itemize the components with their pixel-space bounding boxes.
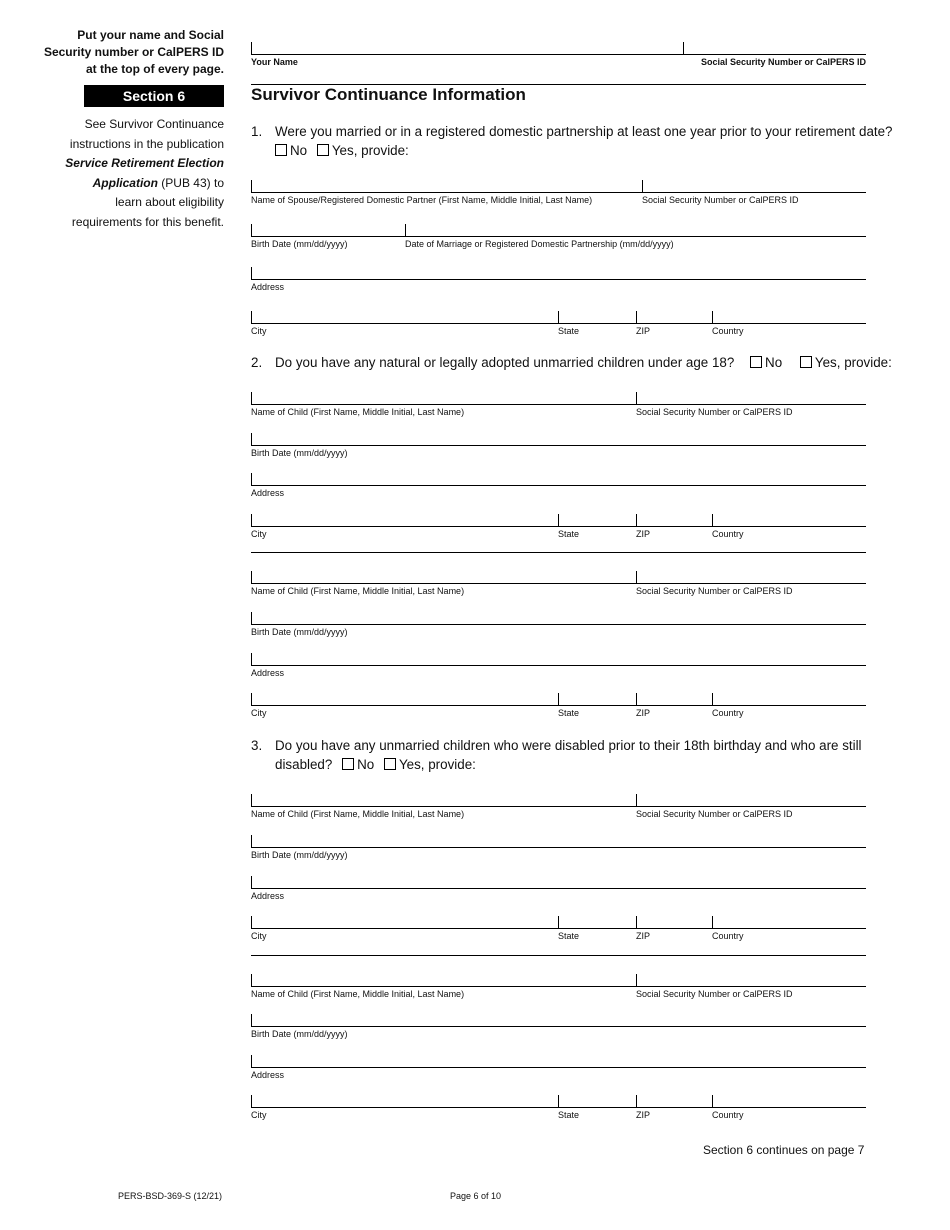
field-line [251,986,866,987]
birth-date-label: Birth Date (mm/dd/yyyy) [251,448,348,458]
spouse-address-field[interactable] [251,267,866,291]
spouse-city-state-zip-field[interactable] [251,311,866,335]
field-line [251,279,866,280]
section-continues-note: Section 6 continues on page 7 [703,1143,865,1157]
disabled-child-1-name-ssn-field[interactable] [251,794,866,818]
note-publication-ref: (PUB 43) to [157,175,224,190]
marriage-date-label: Date of Marriage or Registered Domestic Partnership (mm/dd/yyyy) [405,239,674,249]
field-tick [642,180,643,193]
field-tick [405,224,406,237]
field-tick [636,514,637,527]
child-1-address-field[interactable] [251,473,866,497]
field-tick [636,916,637,929]
field-tick [558,916,559,929]
state-label: State [558,708,580,718]
field-line [251,847,866,848]
note-line-3: Service Retirement Election [65,156,224,171]
question-1 [251,122,893,160]
field-line [251,1026,866,1027]
birth-date-label: Birth Date (mm/dd/yyyy) [251,1029,348,1039]
q3-yes-label: Yes, provide: [398,757,476,772]
field-tick [251,693,252,706]
field-tick [251,180,252,193]
country-label: Country [712,1110,744,1120]
field-tick [636,794,637,807]
field-line [251,485,866,486]
top-of-page-instruction [0,27,224,78]
child-block-separator [251,552,866,553]
q2-yes-label: Yes, provide: [814,355,892,370]
field-tick [712,311,713,324]
field-line [251,888,866,889]
spouse-birth-date-label: Birth Date (mm/dd/yyyy) [251,239,348,249]
child-ssn-label: Social Security Number or CalPERS ID [636,407,793,417]
q3-text-line-1: Do you have any unmarried children who were disabled prior to their 18th birthday and who are still [275,738,862,753]
child-ssn-label: Social Security Number or CalPERS ID [636,989,793,999]
your-name-label: Your Name [251,57,298,67]
q2-number: 2. [251,355,263,370]
form-id: PERS-BSD-369-S (12/21) [118,1191,223,1201]
country-label: Country [712,931,744,941]
field-tick [636,1095,637,1108]
question-2 [251,353,892,372]
q1-number: 1. [251,124,263,139]
zip-label: ZIP [636,708,651,718]
field-tick [558,311,559,324]
q3-number: 3. [251,738,263,753]
city-label: City [251,708,267,718]
field-tick [251,1055,252,1068]
q3-no-checkbox[interactable] [342,758,354,770]
field-tick [636,693,637,706]
field-line [251,236,866,237]
city-label: City [251,529,267,539]
eligibility-note [0,115,224,233]
header-name-row [251,40,866,70]
state-label: State [558,931,580,941]
field-tick [251,311,252,324]
field-tick [636,571,637,584]
zip-label: ZIP [636,1110,651,1120]
spouse-name-ssn-field[interactable] [251,180,866,204]
field-tick [251,974,252,987]
field-line [251,624,866,625]
field-tick [251,1095,252,1108]
q2-no-checkbox[interactable] [750,356,762,368]
disabled-child-2-name-ssn-field[interactable] [251,974,866,998]
child-1-name-ssn-field[interactable] [251,392,866,416]
field-tick [251,267,252,280]
field-tick [251,514,252,527]
q1-no-label: No [290,143,308,158]
address-label: Address [251,488,285,498]
field-tick [251,571,252,584]
section-badge: Section 6 [84,85,224,107]
birth-date-label: Birth Date (mm/dd/yyyy) [251,627,348,637]
state-label: State [558,529,580,539]
child-2-city-state-zip-field[interactable] [251,693,866,717]
q2-text: Do you have any natural or legally adopted unmarried children under age 18? [275,355,735,370]
child-name-label: Name of Child (First Name, Middle Initial, Last Name) [251,809,465,819]
q1-text: Were you married or in a registered domestic partnership at least one year prior to your retirement date? [275,124,893,139]
spouse-name-label: Name of Spouse/Registered Domestic Partner (First Name, Middle Initial, Last Name) [251,195,593,205]
child-2-address-field[interactable] [251,653,866,677]
q2-yes-checkbox[interactable] [800,356,812,368]
field-line [251,404,866,405]
child-2-birth-date-field[interactable] [251,612,866,636]
field-tick [251,1014,252,1027]
address-label: Address [251,668,285,678]
state-label: State [558,326,580,336]
child-name-label: Name of Child (First Name, Middle Initial, Last Name) [251,586,465,596]
child-ssn-label: Social Security Number or CalPERS ID [636,586,793,596]
disabled-child-2-address-field[interactable] [251,1055,866,1079]
q3-text-line-2: disabled? [275,757,333,772]
zip-label: ZIP [636,529,651,539]
field-line [251,806,866,807]
q1-yes-checkbox[interactable] [317,144,329,156]
city-label: City [251,1110,267,1120]
note-line-2: instructions in the publication [69,136,224,151]
child-1-city-state-zip-field[interactable] [251,514,866,538]
field-line [251,192,866,193]
address-label: Address [251,1070,285,1080]
spouse-ssn-label: Social Security Number or CalPERS ID [642,195,799,205]
zip-label: ZIP [636,931,651,941]
note-line-5: learn about eligibility [115,195,224,210]
state-label: State [558,1110,580,1120]
note-publication-name: Application [92,175,158,190]
child-block-separator [251,955,866,956]
field-tick [712,916,713,929]
country-label: Country [712,708,744,718]
city-label: City [251,326,267,336]
disabled-child-2-birth-date-field[interactable] [251,1014,866,1038]
address-label: Address [251,891,285,901]
field-tick [251,224,252,237]
zip-label: ZIP [636,326,651,336]
field-line [251,583,866,584]
disabled-child-1-city-state-zip-field[interactable] [251,916,866,940]
field-tick [251,835,252,848]
q1-yes-label: Yes, provide: [331,143,409,158]
field-tick [636,392,637,405]
note-line-6: requirements for this benefit. [71,214,224,229]
field-tick [251,473,252,486]
field-tick [558,693,559,706]
note-line-4 [0,174,224,194]
field-line [251,445,866,446]
child-2-name-ssn-field[interactable] [251,571,866,595]
field-tick [636,974,637,987]
field-line [251,665,866,666]
child-name-label: Name of Child (First Name, Middle Initial, Last Name) [251,407,465,417]
disabled-child-2-city-state-zip-field[interactable] [251,1095,866,1119]
field-tick [251,876,252,889]
instruction-line-3: at the top of every page. [85,62,224,76]
spouse-birth-marriage-field[interactable] [251,224,866,248]
field-tick [712,514,713,527]
field-tick [251,653,252,666]
city-label: City [251,931,267,941]
country-label: Country [712,529,744,539]
q1-no-checkbox[interactable] [275,144,287,156]
field-tick [636,311,637,324]
country-label: Country [712,326,744,336]
disabled-child-1-birth-date-field[interactable] [251,835,866,859]
q3-no-label: No [357,757,375,772]
birth-date-label: Birth Date (mm/dd/yyyy) [251,850,348,860]
instruction-line-1: Put your name and Social [77,28,224,42]
child-ssn-label: Social Security Number or CalPERS ID [636,809,793,819]
field-tick [558,1095,559,1108]
header-underline[interactable] [251,54,866,55]
field-tick [712,1095,713,1108]
address-label: Address [251,282,285,292]
page-number: Page 6 of 10 [450,1191,502,1201]
field-tick [251,794,252,807]
field-tick [251,392,252,405]
field-tick [712,693,713,706]
child-1-birth-date-field[interactable] [251,433,866,457]
q3-yes-checkbox[interactable] [384,758,396,770]
q2-no-label: No [765,355,783,370]
header-ssn-label: Social Security Number or CalPERS ID [700,57,866,67]
disabled-child-1-address-field[interactable] [251,876,866,900]
note-line-1: See Survivor Continuance [84,117,224,131]
field-line [251,1067,866,1068]
instruction-line-2: Security number or CalPERS ID [43,45,224,59]
field-tick [251,916,252,929]
field-tick [251,433,252,446]
field-tick [558,514,559,527]
field-tick [251,612,252,625]
child-name-label: Name of Child (First Name, Middle Initial, Last Name) [251,989,465,999]
question-3 [251,736,862,774]
page-title: Survivor Continuance Information [251,85,526,104]
